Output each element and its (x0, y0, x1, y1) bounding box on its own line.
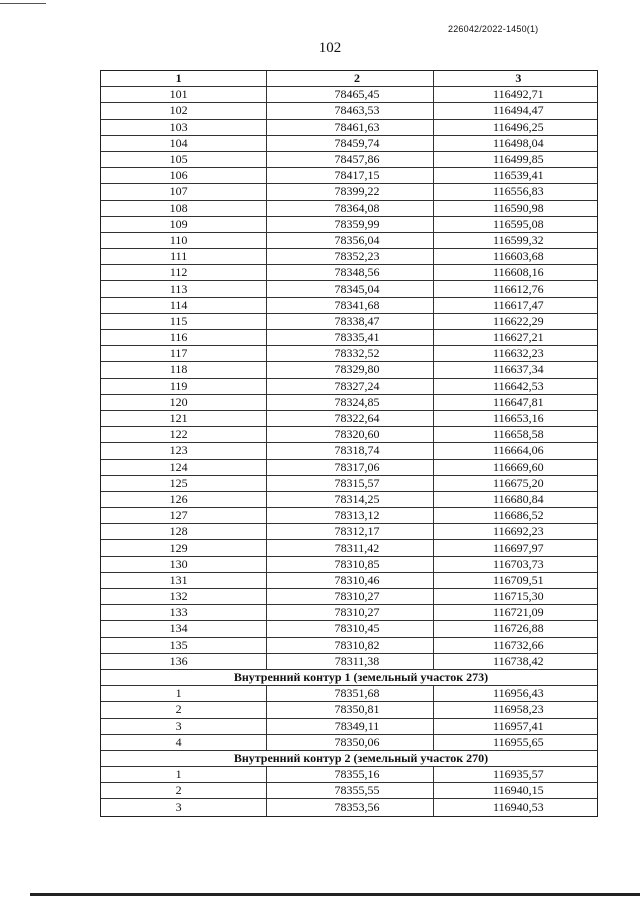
table-row (101, 767, 597, 783)
table-row (101, 314, 597, 330)
table-row (101, 508, 597, 524)
x-coordinate-cell: 78341,68 (267, 298, 433, 313)
y-coordinate-cell: 116732,66 (493, 637, 544, 652)
table-row (101, 136, 597, 152)
table-row (101, 735, 597, 751)
point-number-cell: 116 (101, 330, 267, 345)
point-number-cell: 2 (101, 783, 267, 798)
y-coordinate-cell: 116622,29 (493, 313, 544, 328)
x-coordinate-cell: 78463,53 (267, 103, 433, 118)
table-row (101, 168, 597, 184)
x-coordinate-cell: 78310,82 (267, 638, 433, 653)
point-number-cell: 119 (101, 379, 267, 394)
y-coordinate-cell: 116603,68 (493, 249, 544, 264)
y-coordinate-cell: 116492,71 (493, 87, 544, 102)
bottom-border-line (30, 893, 640, 896)
x-coordinate-cell: 78320,60 (267, 427, 433, 442)
x-coordinate-cell: 78348,56 (267, 265, 433, 280)
x-coordinate-cell: 78355,16 (267, 767, 433, 782)
x-coordinate-cell: 78364,08 (267, 201, 433, 216)
y-coordinate-cell: 116692,23 (493, 524, 544, 539)
x-coordinate-cell: 78335,41 (267, 330, 433, 345)
point-number-cell: 125 (101, 476, 267, 491)
point-number-cell: 129 (101, 540, 267, 555)
x-coordinate-cell: 78345,04 (267, 281, 433, 296)
y-coordinate-cell: 116697,97 (493, 540, 544, 555)
x-coordinate-cell: 78313,12 (267, 508, 433, 523)
y-coordinate-cell: 116617,47 (493, 297, 544, 312)
x-coordinate-cell: 78461,63 (267, 120, 433, 135)
x-coordinate-cell: 78349,11 (267, 719, 433, 734)
document-id: 226042/2022-1450(1) (448, 24, 539, 34)
point-number-cell: 102 (101, 103, 267, 118)
x-coordinate-cell: 78332,52 (267, 346, 433, 361)
x-coordinate-cell: 78459,74 (267, 136, 433, 151)
y-coordinate-cell: 116612,76 (493, 281, 544, 296)
y-coordinate-cell: 116686,52 (493, 508, 544, 523)
table-row (101, 249, 597, 265)
y-coordinate-cell: 116498,04 (493, 135, 544, 150)
table-row (101, 799, 597, 815)
x-coordinate-cell: 78329,80 (267, 362, 433, 377)
y-coordinate-cell: 116958,23 (493, 702, 544, 717)
section-title-row (101, 670, 597, 686)
section-title: Внутренний контур 1 (земельный участок 273) (233, 669, 489, 684)
table-row (101, 184, 597, 200)
x-coordinate-cell: 78457,86 (267, 152, 433, 167)
table-row (101, 362, 597, 378)
table-row (101, 638, 597, 654)
table-row (101, 427, 597, 443)
point-number-cell: 121 (101, 411, 267, 426)
x-coordinate-cell: 78338,47 (267, 314, 433, 329)
table-header-row (101, 71, 597, 87)
x-coordinate-cell: 78327,24 (267, 379, 433, 394)
y-coordinate-cell: 116590,98 (493, 200, 544, 215)
table-row (101, 152, 597, 168)
point-number-cell: 1 (101, 767, 267, 782)
table-row (101, 103, 597, 119)
point-number-cell: 4 (101, 735, 267, 750)
x-coordinate-cell: 78314,25 (267, 492, 433, 507)
table-row (101, 201, 597, 217)
point-number-cell: 108 (101, 201, 267, 216)
x-coordinate-cell: 78355,55 (267, 783, 433, 798)
y-coordinate-cell: 116709,51 (493, 572, 544, 587)
x-coordinate-cell: 78311,38 (267, 654, 433, 669)
y-coordinate-cell: 116715,30 (493, 589, 544, 604)
x-coordinate-cell: 78317,06 (267, 460, 433, 475)
y-coordinate-cell: 116940,53 (493, 800, 544, 815)
y-coordinate-cell: 116539,41 (493, 168, 544, 183)
y-coordinate-cell: 116637,34 (493, 362, 544, 377)
point-number-cell: 2 (101, 702, 267, 717)
point-number-cell: 107 (101, 184, 267, 199)
table-row (101, 719, 597, 735)
table-row (101, 265, 597, 281)
point-number-cell: 1 (101, 686, 267, 701)
y-coordinate-cell: 116675,20 (493, 475, 544, 490)
x-coordinate-cell: 78399,22 (267, 184, 433, 199)
point-number-cell: 111 (101, 249, 267, 264)
table-row (101, 379, 597, 395)
section-title: Внутренний контур 2 (земельный участок 270) (233, 750, 489, 765)
x-coordinate-cell: 78417,15 (267, 168, 433, 183)
page-number: 102 (318, 40, 342, 56)
x-coordinate-cell: 78311,42 (267, 540, 433, 555)
point-number-cell: 123 (101, 443, 267, 458)
point-number-cell: 126 (101, 492, 267, 507)
point-number-cell: 135 (101, 638, 267, 653)
point-number-cell: 103 (101, 120, 267, 135)
table-row (101, 783, 597, 799)
table-row (101, 654, 597, 670)
point-number-cell: 104 (101, 136, 267, 151)
point-number-cell: 134 (101, 621, 267, 636)
y-coordinate-cell: 116940,15 (493, 783, 544, 798)
point-number-cell: 131 (101, 573, 267, 588)
y-coordinate-cell: 116599,32 (493, 232, 544, 247)
column-header-1: 1 (101, 71, 267, 86)
table-row (101, 281, 597, 297)
y-coordinate-cell: 116608,16 (493, 265, 544, 280)
y-coordinate-cell: 116721,09 (493, 605, 544, 620)
x-coordinate-cell: 78356,04 (267, 233, 433, 248)
x-coordinate-cell: 78351,68 (267, 686, 433, 701)
point-number-cell: 115 (101, 314, 267, 329)
y-coordinate-cell: 116647,81 (493, 394, 544, 409)
column-header-2: 2 (267, 71, 433, 86)
table-row (101, 476, 597, 492)
point-number-cell: 109 (101, 217, 267, 232)
point-number-cell: 130 (101, 557, 267, 572)
x-coordinate-cell: 78310,27 (267, 589, 433, 604)
point-number-cell: 122 (101, 427, 267, 442)
x-coordinate-cell: 78352,23 (267, 249, 433, 264)
table-row (101, 686, 597, 702)
x-coordinate-cell: 78310,85 (267, 557, 433, 572)
point-number-cell: 105 (101, 152, 267, 167)
point-number-cell: 3 (101, 719, 267, 734)
y-coordinate-cell: 116664,06 (493, 443, 544, 458)
x-coordinate-cell: 78350,81 (267, 702, 433, 717)
table-row (101, 621, 597, 637)
y-coordinate-cell: 116669,60 (493, 459, 544, 474)
table-row (101, 460, 597, 476)
y-coordinate-cell: 116595,08 (493, 216, 544, 231)
table-row (101, 298, 597, 314)
point-number-cell: 113 (101, 281, 267, 296)
x-coordinate-cell: 78359,99 (267, 217, 433, 232)
y-coordinate-cell: 116703,73 (493, 556, 544, 571)
x-coordinate-cell: 78310,27 (267, 605, 433, 620)
table-row (101, 395, 597, 411)
table-row (101, 443, 597, 459)
point-number-cell: 136 (101, 654, 267, 669)
coordinates-table (100, 70, 598, 817)
x-coordinate-cell: 78315,57 (267, 476, 433, 491)
column-header-3: 3 (515, 71, 522, 86)
table-row (101, 346, 597, 362)
x-coordinate-cell: 78310,45 (267, 621, 433, 636)
table-row (101, 557, 597, 573)
y-coordinate-cell: 116494,47 (493, 103, 544, 118)
x-coordinate-cell: 78312,17 (267, 524, 433, 539)
table-row (101, 217, 597, 233)
y-coordinate-cell: 116726,88 (493, 621, 544, 636)
point-number-cell: 106 (101, 168, 267, 183)
y-coordinate-cell: 116680,84 (493, 491, 544, 506)
y-coordinate-cell: 116632,23 (493, 346, 544, 361)
table-row (101, 233, 597, 249)
point-number-cell: 127 (101, 508, 267, 523)
point-number-cell: 117 (101, 346, 267, 361)
point-number-cell: 124 (101, 460, 267, 475)
y-coordinate-cell: 116955,65 (493, 734, 544, 749)
point-number-cell: 120 (101, 395, 267, 410)
y-coordinate-cell: 116935,57 (493, 767, 544, 782)
table-row (101, 573, 597, 589)
y-coordinate-cell: 116653,16 (493, 411, 544, 426)
table-row (101, 605, 597, 621)
y-coordinate-cell: 116496,25 (493, 119, 544, 134)
y-coordinate-cell: 116957,41 (493, 718, 544, 733)
table-row (101, 120, 597, 136)
point-number-cell: 110 (101, 233, 267, 248)
x-coordinate-cell: 78322,64 (267, 411, 433, 426)
table-row (101, 87, 597, 103)
x-coordinate-cell: 78350,06 (267, 735, 433, 750)
y-coordinate-cell: 116658,58 (493, 427, 544, 442)
x-coordinate-cell: 78310,46 (267, 573, 433, 588)
point-number-cell: 114 (101, 298, 267, 313)
point-number-cell: 132 (101, 589, 267, 604)
x-coordinate-cell: 78324,85 (267, 395, 433, 410)
table-row (101, 411, 597, 427)
point-number-cell: 112 (101, 265, 267, 280)
y-coordinate-cell: 116738,42 (493, 653, 544, 668)
table-row (101, 330, 597, 346)
table-row (101, 492, 597, 508)
table-row (101, 589, 597, 605)
y-coordinate-cell: 116499,85 (493, 152, 544, 167)
table-row (101, 540, 597, 556)
x-coordinate-cell: 78465,45 (267, 87, 433, 102)
table-row (101, 702, 597, 718)
point-number-cell: 128 (101, 524, 267, 539)
y-coordinate-cell: 116627,21 (493, 330, 544, 345)
section-title-row (101, 751, 597, 767)
y-coordinate-cell: 116956,43 (493, 686, 544, 701)
table-row (101, 524, 597, 540)
x-coordinate-cell: 78318,74 (267, 443, 433, 458)
y-coordinate-cell: 116556,83 (493, 184, 544, 199)
corner-mark (0, 3, 46, 4)
point-number-cell: 3 (101, 799, 267, 815)
point-number-cell: 118 (101, 362, 267, 377)
point-number-cell: 133 (101, 605, 267, 620)
point-number-cell: 101 (101, 87, 267, 102)
y-coordinate-cell: 116642,53 (493, 378, 544, 393)
x-coordinate-cell: 78353,56 (267, 799, 433, 815)
